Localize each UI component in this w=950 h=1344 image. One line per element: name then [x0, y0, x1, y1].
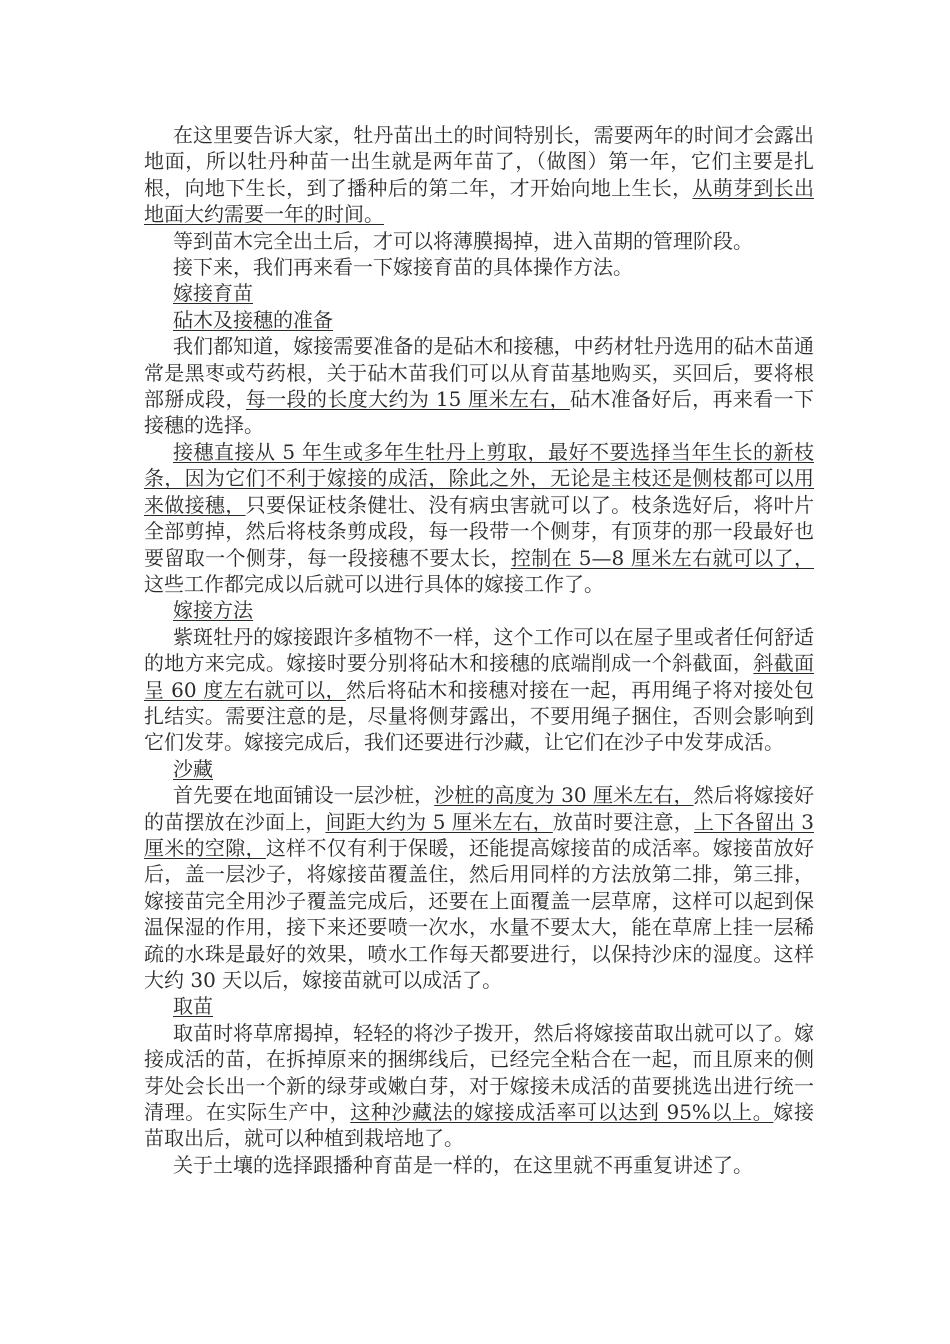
section-heading	[144, 307, 814, 333]
underlined-text: 接穗直接从 5 年生或多年生牡丹上剪取，最好不要选择当年生长的新枝条，因为它们不利于嫁接的成活，除此之外，无论是主枝还是侧枝都可以用来做接穗，	[144, 439, 814, 517]
paragraph	[144, 1020, 814, 1152]
section-heading	[144, 756, 814, 782]
text-run: 这样不仅有利于保暖，还能提高嫁接苗的成活率。嫁接苗放好后，盖一层沙子，将嫁接苗覆盖住，然后用同样的方法放第二排，第三排，嫁接苗完全用沙子覆盖完成后，还要在上面覆盖一层草席，这样可以起到保温保湿的作用，接下来还要喷一次水，水量不要太大，能在草席上挂一层稀疏的水珠是最好的效果，喷水工作每天都要进行，以保持沙床的湿度。这样大约 30 天以后，嫁接苗就可以成活了。	[144, 835, 814, 992]
text-run: 我们都知道，嫁接需要准备的是砧木和接穗，中药材牡丹选用的砧木苗通常是黑枣或芍药根，关于砧木苗我们可以从育苗基地购买，买回后，要将根部掰成段，	[144, 334, 814, 412]
underlined-text: 沙桩的高度为 30 厘米左右，	[434, 783, 694, 808]
underlined-text: 嫁接方法	[173, 598, 253, 623]
text-run: 放苗时要注意，	[552, 809, 694, 834]
underlined-text: 每一段的长度大约为 15 厘米左右，	[245, 387, 570, 412]
underlined-text: 砧木及接穗的准备	[173, 307, 333, 332]
text-run: 砧木准备好后，再来看一下接穗的选择。	[144, 387, 815, 438]
text-run: 这些工作都完成以后就可以进行具体的嫁接工作了。	[144, 571, 604, 596]
paragraph	[144, 624, 814, 756]
underlined-text: 控制在 5—8 厘米左右就可以了，	[510, 545, 814, 570]
underlined-text: 斜截面呈 60 度左右就可以，	[144, 651, 814, 702]
text-run: 嫁接苗取出后，就可以种植到栽培地了。	[144, 1100, 815, 1151]
section-heading	[144, 597, 814, 623]
text-run: 等到苗木完全出土后，才可以将薄膜揭掉，进入苗期的管理阶段。	[173, 228, 753, 253]
section-heading	[144, 993, 814, 1019]
text-run: 接下来，我们再来看一下嫁接育苗的具体操作方法。	[173, 255, 633, 280]
document-body	[144, 122, 814, 1178]
underlined-text: 沙藏	[173, 756, 213, 781]
text-run: 取苗时将草席揭掉，轻轻的将沙子拨开，然后将嫁接苗取出就可以了。嫁接成活的苗，在拆掉原来的捆绑线后，已经完全粘合在一起，而且原来的侧芽处会长出一个新的绿芽或嫩白芽，对于嫁接未成活的苗要挑选出进行统一清理。在实际生产中，	[144, 1020, 814, 1125]
underlined-text: 间距大约为 5 厘米左右，	[325, 809, 553, 834]
underlined-text: 这种沙藏法的嫁接成活率可以达到 95%以上。	[350, 1100, 774, 1125]
text-run: 只要保证枝条健壮、没有病虫害就可以了。枝条选好后，将叶片全部剪掉，然后将枝条剪成段，每一段带一个侧芽，有顶芽的那一段最好也要留取一个侧芽，每一段接穗不要太长，	[144, 492, 814, 570]
paragraph	[144, 333, 814, 439]
text-run: 关于土壤的选择跟播种育苗是一样的，在这里就不再重复讲述了。	[173, 1152, 753, 1177]
underlined-text: 上下各留出 3 厘米的空隙，	[144, 809, 814, 860]
text-run: 首先要在地面铺设一层沙桩，	[173, 783, 435, 808]
underlined-text: 取苗	[173, 994, 213, 1019]
section-heading	[144, 280, 814, 306]
underlined-text: 从萌芽到长出地面大约需要一年的时间。	[144, 175, 814, 227]
paragraph	[144, 439, 814, 597]
paragraph	[144, 1152, 814, 1178]
paragraph	[144, 228, 814, 254]
paragraph	[144, 782, 814, 993]
text-run: 然后将砧木和接穗对接在一起，再用绳子将对接处包扎结实。需要注意的是，尽量将侧芽露出，不要用绳子捆住，否则会影响到它们发芽。嫁接完成后，我们还要进行沙藏，让它们在沙子中发芽成活。	[144, 677, 815, 755]
text-run: 在这里要告诉大家，牡丹苗出土的时间特别长，需要两年的时间才会露出地面，所以牡丹种苗一出生就是两年苗了，（做图）第一年，它们主要是扎根，向地下生长，到了播种后的第二年，才开始向地上生长，	[144, 123, 814, 200]
underlined-text: 嫁接育苗	[173, 281, 253, 306]
text-run: 然后将嫁接好的苗摆放在沙面上，	[144, 783, 815, 834]
paragraph	[144, 254, 814, 280]
paragraph	[144, 122, 814, 228]
text-run: 紫斑牡丹的嫁接跟许多植物不一样，这个工作可以在屋子里或者任何舒适的地方来完成。嫁接时要分别将砧木和接穗的底端削成一个斜截面，	[144, 624, 814, 676]
